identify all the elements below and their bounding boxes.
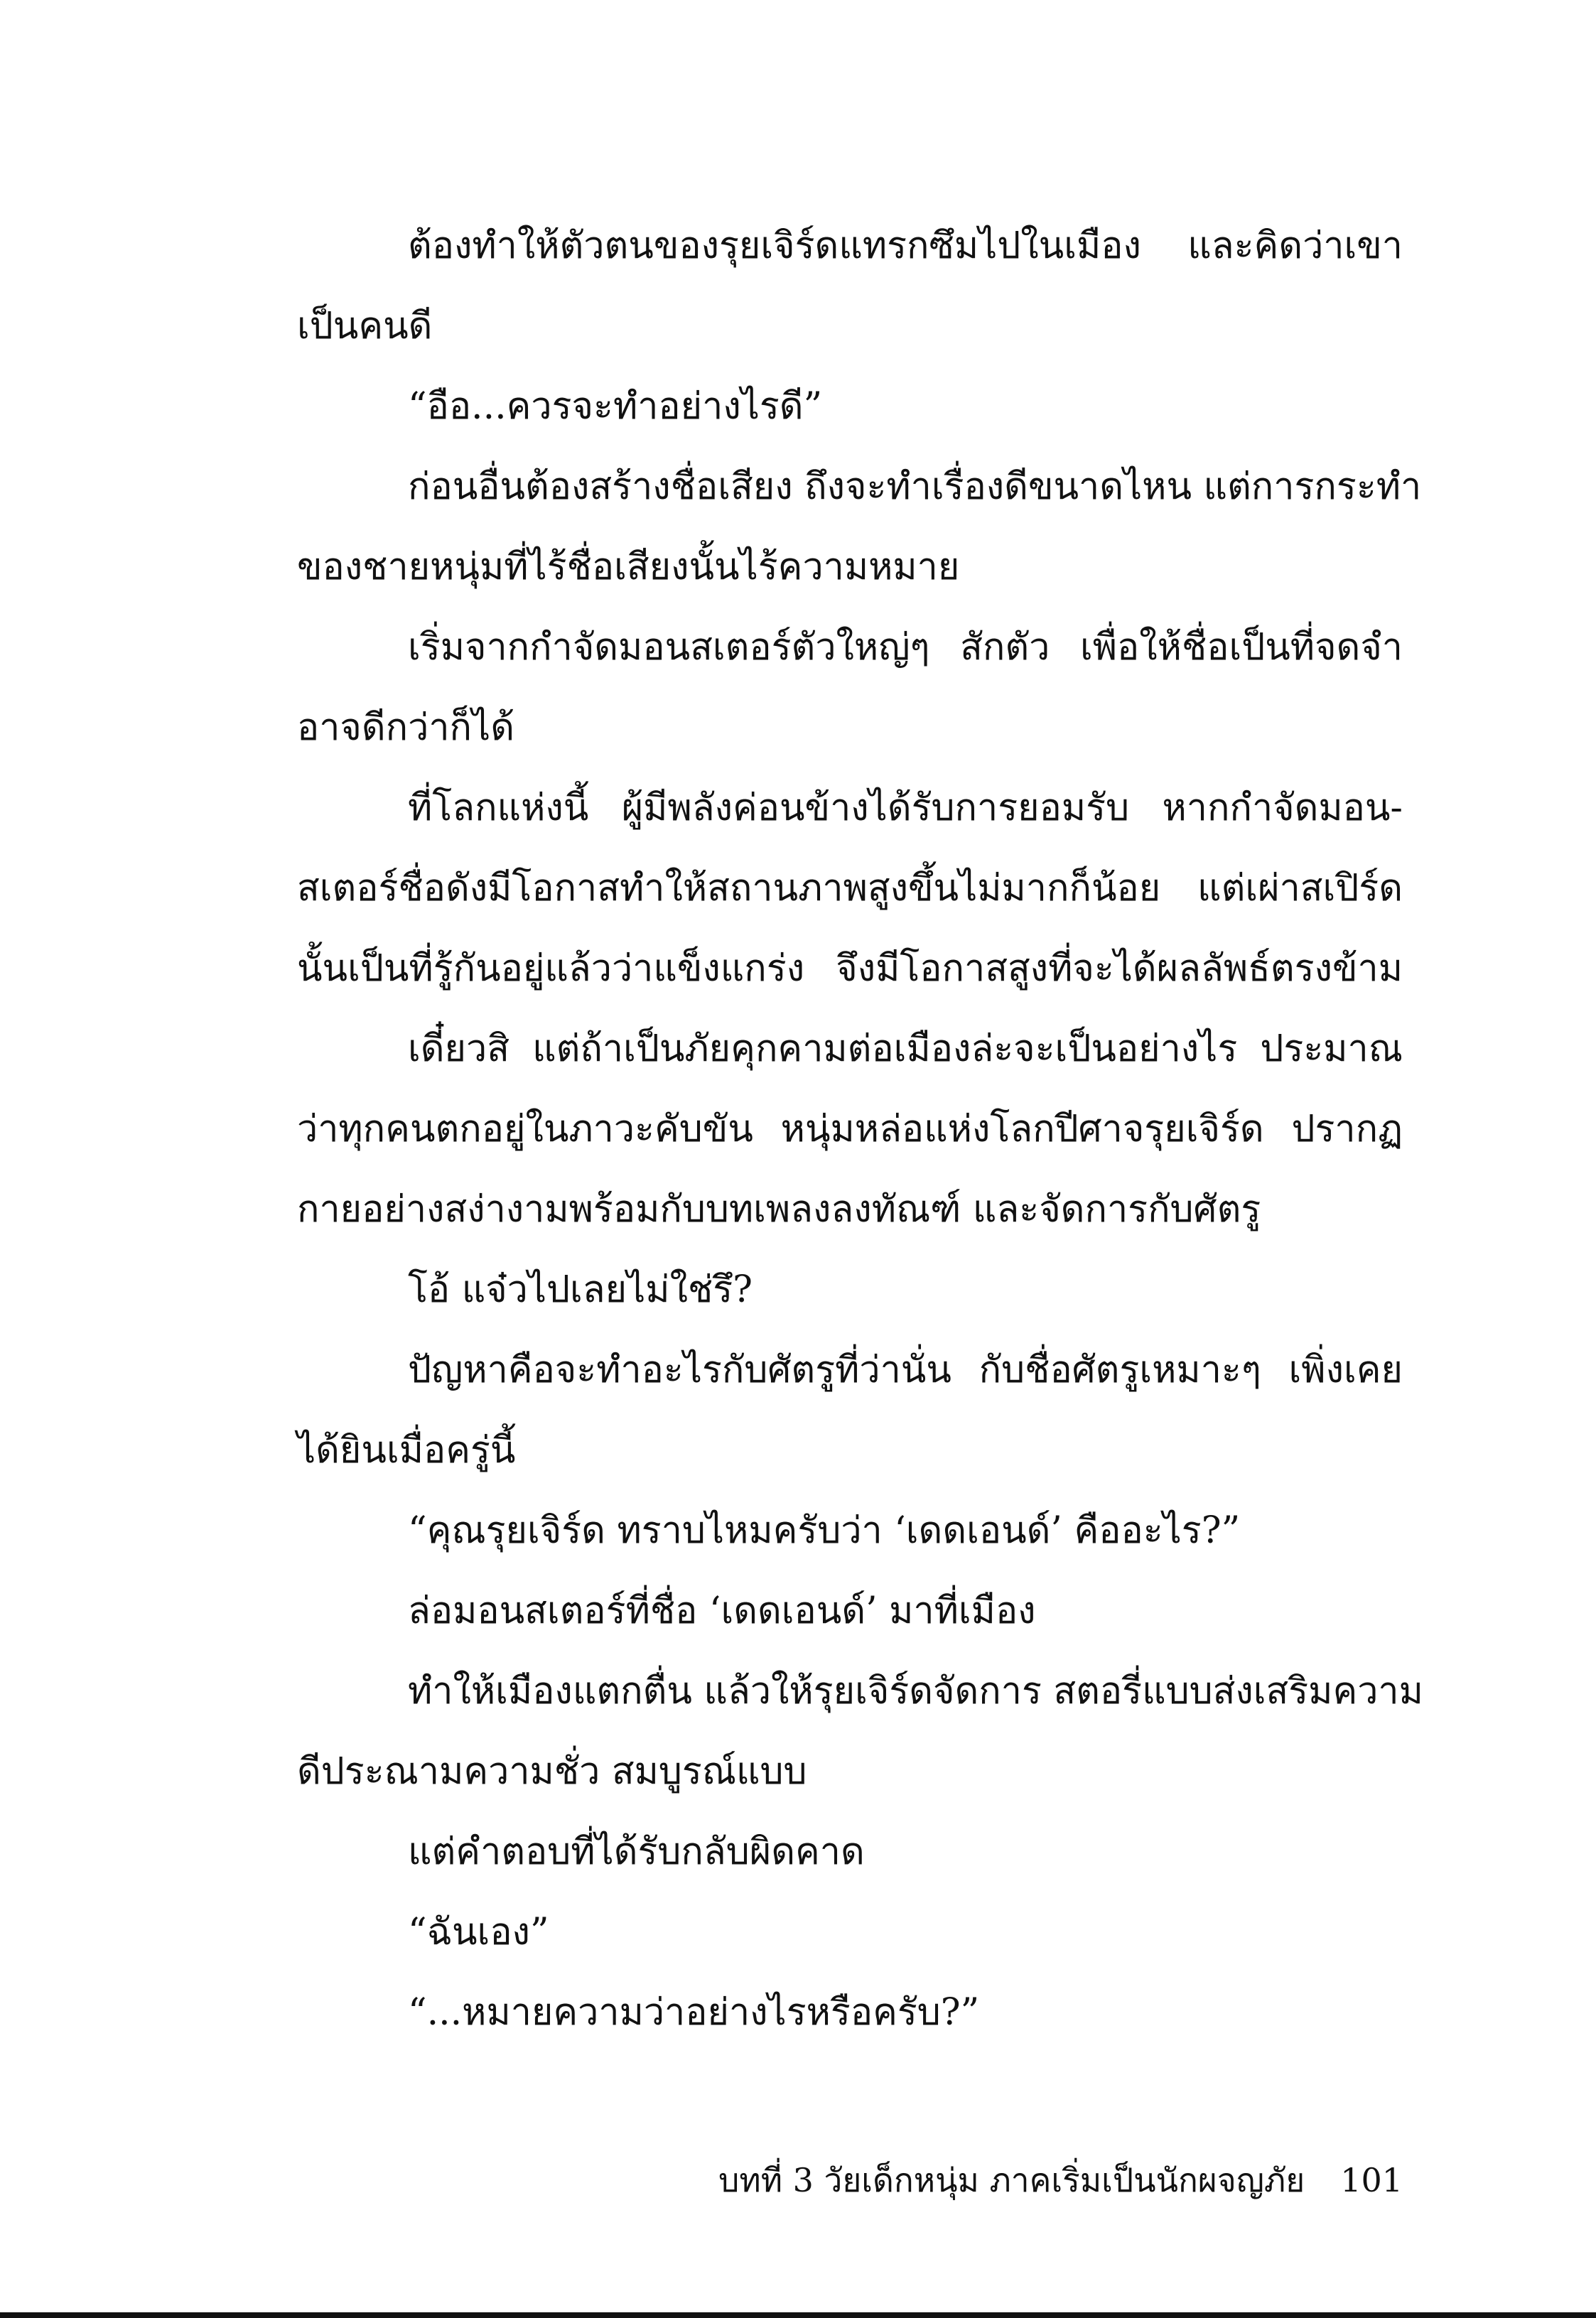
text-line: เป็นคนดี bbox=[297, 305, 433, 347]
text-line: เริ่มจากกำจัดมอนสเตอร์ตัวใหญ่ๆ สักตัว เพื่อให้ชื่อเป็นที่จดจำ bbox=[408, 626, 1403, 669]
text-line: ได้ยินเมื่อครู่นี้ bbox=[297, 1429, 516, 1472]
text-line: “คุณรุยเจิร์ด ทราบไหมครับว่า ‘เดดเอนด์’ คืออะไร?” bbox=[408, 1509, 1241, 1552]
text-line: กายอย่างสง่างามพร้อมกับบทเพลงลงทัณฑ์ และจัดการกับศัตรู bbox=[297, 1188, 1261, 1231]
text-line: อาจดีกว่าก็ได้ bbox=[297, 706, 514, 749]
bottom-border bbox=[0, 2312, 1596, 2318]
text-line: ต้องทำให้ตัวตนของรุยเจิร์ดแทรกซึมไปในเมือง และคิดว่าเขา bbox=[408, 225, 1403, 267]
text-line: ทำให้เมืองแตกตื่น แล้วให้รุยเจิร์ดจัดการ สตอรี่แบบส่งเสริมความ bbox=[408, 1670, 1423, 1713]
text-line: ล่อมอนสเตอร์ที่ชื่อ ‘เดดเอนด์’ มาที่เมือง bbox=[408, 1590, 1036, 1632]
text-line: “อือ...ควรจะทำอย่างไรดี” bbox=[408, 385, 823, 428]
text-line: ว่าทุกคนตกอยู่ในภาวะคับขัน หนุ่มหล่อแห่งโลกปีศาจรุยเจิร์ด ปรากฏ bbox=[297, 1108, 1403, 1150]
chapter-title: บทที่ 3 วัยเด็กหนุ่ม ภาคเริ่มเป็นนักผจญภัย bbox=[718, 2161, 1305, 2199]
text-line: ก่อนอื่นต้องสร้างชื่อเสียง ถึงจะทำเรื่องดีขนาดไหน แต่การกระทำ bbox=[408, 465, 1422, 508]
page-number: 101 bbox=[1340, 2161, 1403, 2199]
text-line: สเตอร์ชื่อดังมีโอกาสทำให้สถานภาพสูงขึ้นไม่มากก็น้อย แต่เผ่าสเปิร์ด bbox=[297, 867, 1403, 910]
text-line: โอ้ แจ๋วไปเลยไม่ใช่รึ? bbox=[408, 1268, 753, 1311]
text-line: ดีประณามความชั่ว สมบูรณ์แบบ bbox=[297, 1750, 807, 1793]
text-line: เดี๋ยวสิ แต่ถ้าเป็นภัยคุกคามต่อเมืองล่ะจะเป็นอย่างไร ประมาณ bbox=[408, 1028, 1403, 1070]
text-line: “ฉันเอง” bbox=[408, 1911, 549, 1953]
text-line: ของชายหนุ่มที่ไร้ชื่อเสียงนั้นไร้ความหมาย bbox=[297, 546, 960, 588]
text-line: นั้นเป็นที่รู้กันอยู่แล้วว่าแข็งแกร่ง จึงมีโอกาสสูงที่จะได้ผลลัพธ์ตรงข้าม bbox=[297, 947, 1403, 990]
text-line: “...หมายความว่าอย่างไรหรือครับ?” bbox=[408, 1991, 980, 2034]
text-line: แต่คำตอบที่ได้รับกลับผิดคาด bbox=[408, 1831, 865, 1873]
text-line: ที่โลกแห่งนี้ ผู้มีพลังค่อนข้างได้รับการยอมรับ หากกำจัดมอน- bbox=[408, 787, 1403, 829]
body-text bbox=[297, 206, 1423, 2053]
page-footer bbox=[718, 2152, 1403, 2209]
text-line: ปัญหาคือจะทำอะไรกับศัตรูที่ว่านั่น กับชื่อศัตรูเหมาะๆ เพิ่งเคย bbox=[408, 1349, 1403, 1391]
